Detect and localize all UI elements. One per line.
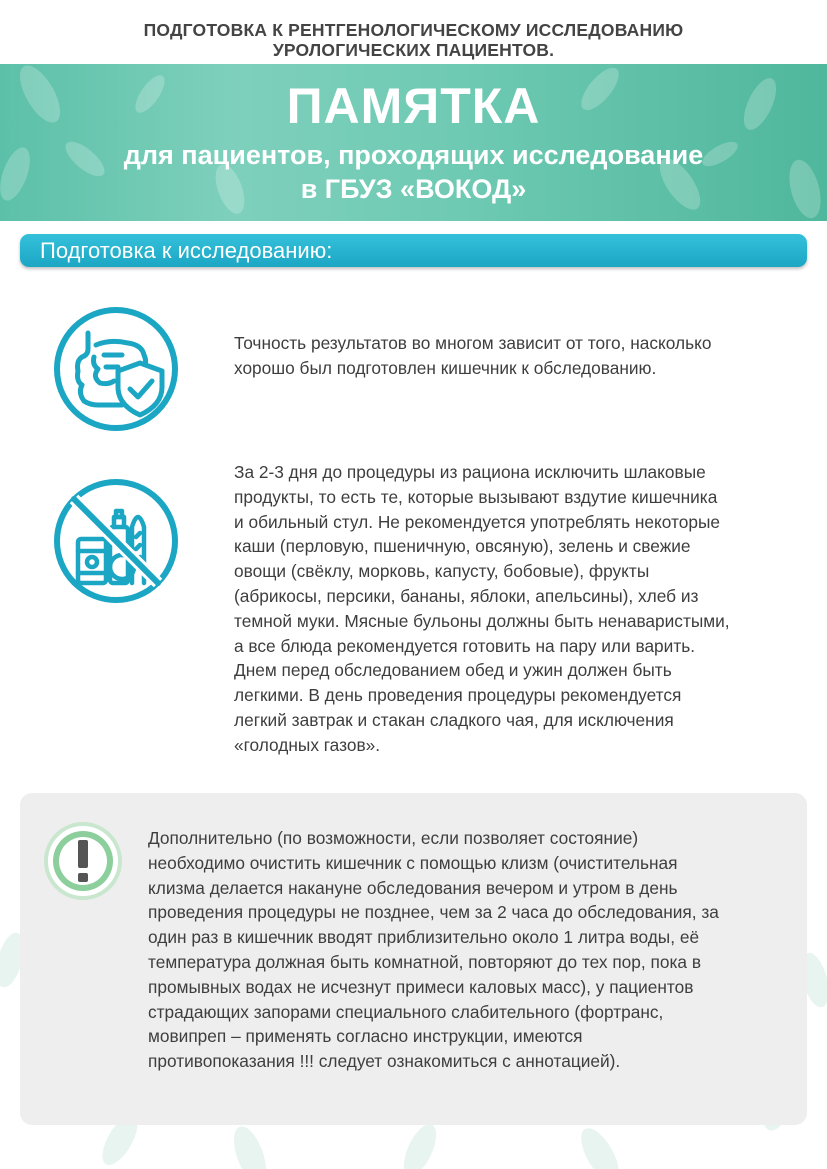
notice-line: необходимо очистить кишечник с помощью клизм (очистительная [148, 852, 678, 873]
paragraph-line: каши (перловую, пшеничную, овсяную), зелень и свежие [234, 536, 691, 557]
paragraph-line: Точность результатов во многом зависит от того, насколько [234, 333, 712, 353]
section-title: Подготовка к исследованию: [40, 238, 333, 263]
paragraph-line: легкими. В день проведения процедуры рекомендуется [234, 685, 682, 706]
notice-line: промывных водах не исчезнут примеси каловых масс), у пациентов [148, 976, 694, 997]
banner-title: ПАМЯТКА [286, 78, 541, 134]
paragraph-line: темной муки. Мясные бульоны должны быть ненаваристыми, [234, 610, 730, 631]
notice-line: проведения процедуры не позднее, чем за 2 часа до обследования, за [148, 902, 719, 923]
paragraph-line: Днем перед обследованием обед и ужин должен быть [234, 660, 672, 681]
paragraph-line: овощи (свёклу, морковь, капусту, бобовые), фрукты [234, 561, 650, 582]
section-header [20, 234, 807, 267]
intro-paragraph [234, 331, 794, 381]
paragraph-line: продукты, то есть те, которые вызывают вздутие кишечника [234, 486, 718, 507]
paragraph-line: легкий завтрак и стакан сладкого чая, для исключения [234, 709, 674, 730]
document-heading [0, 20, 827, 60]
notice-line: один раз в кишечник вводят приблизительно около 1 литра воды, её [148, 927, 700, 948]
paragraph-line: и обильный стул. Не рекомендуется употреблять некоторые [234, 511, 720, 532]
heading-line-2: УРОЛОГИЧЕСКИХ ПАЦИЕНТОВ. [272, 40, 555, 60]
notice-line: Дополнительно (по возможности, если позволяет состояние) [148, 828, 639, 848]
paragraph-line: «голодных газов». [234, 734, 381, 755]
notice-line: температура должная быть комнатной, повторяют до тех пор, пока в [148, 951, 702, 972]
paragraph-line: За 2-3 дня до процедуры из рациона исключить шлаковые [234, 462, 706, 482]
exclamation-icon [42, 820, 124, 902]
title-banner [0, 64, 827, 221]
banner-subtitle-1: для пациентов, проходящих исследование [123, 140, 704, 170]
diet-paragraph [234, 460, 804, 758]
paragraph-line: (абрикосы, персики, бананы, яблоки, апельсины), хлеб из [234, 585, 699, 606]
paragraph-line: а все блюда рекомендуется готовить на пару или варить. [234, 635, 696, 656]
notice-text [148, 826, 808, 1074]
no-food-icon [52, 477, 180, 605]
notice-line: страдающих запорами специального слабительного (фортранс, [148, 1001, 664, 1022]
notice-line: клизма делается накануне обследования вечером и утром в день [148, 877, 678, 898]
heading-line-1: ПОДГОТОВКА К РЕНТГЕНОЛОГИЧЕСКОМУ ИССЛЕДОВАНИЮ [143, 20, 684, 40]
banner-subtitle-2: в ГБУЗ «ВОКОД» [300, 174, 527, 204]
notice-line: мовипреп – применять согласно инструкции, имеются [148, 1026, 583, 1047]
notice-line: противопоказания !!! следует ознакомиться с аннотацией). [148, 1051, 621, 1072]
intestine-shield-icon [52, 305, 180, 433]
paragraph-line: хорошо был подготовлен кишечник к обследованию. [234, 357, 657, 378]
